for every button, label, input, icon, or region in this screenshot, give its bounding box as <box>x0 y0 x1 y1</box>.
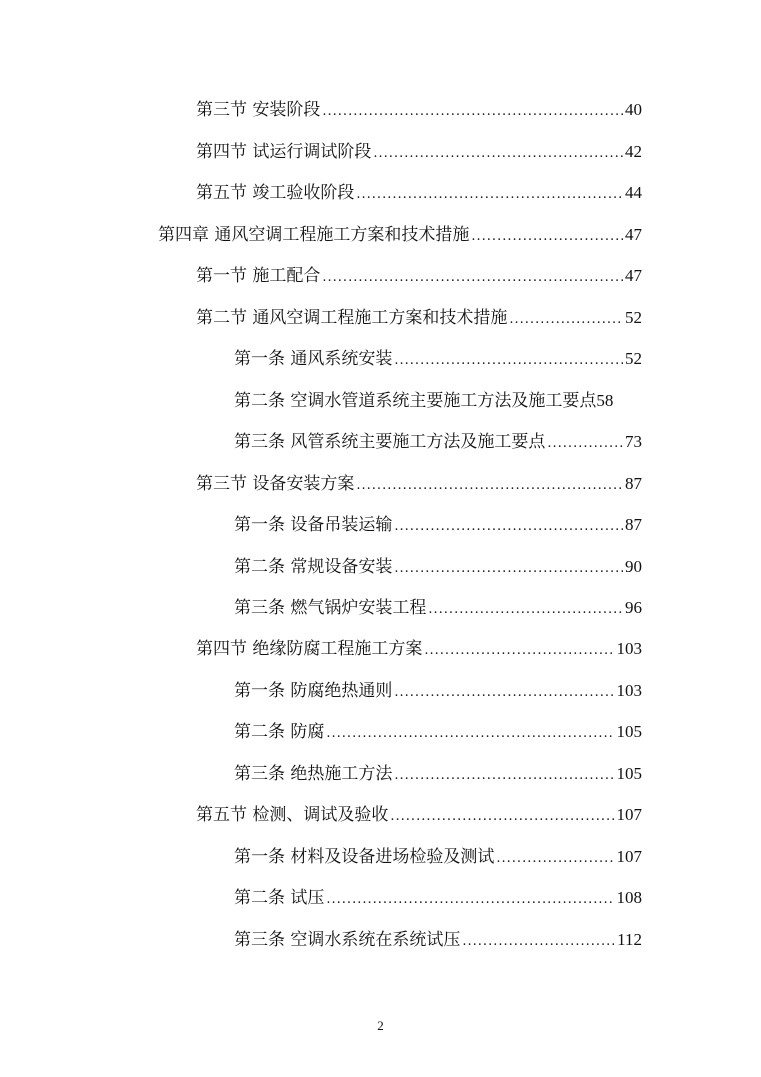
toc-entry[interactable] <box>196 804 642 828</box>
toc-page-number: 47 <box>625 225 642 244</box>
toc-page-number: 44 <box>625 183 642 202</box>
toc-label: 第二节 通风空调工程施工方案和技术措施 <box>196 308 508 328</box>
toc-entry[interactable] <box>234 390 648 412</box>
toc-label: 第四章 通风空调工程施工方案和技术措施 <box>158 225 470 245</box>
toc-page-number: 108 <box>616 888 642 907</box>
toc-entry[interactable] <box>196 141 642 165</box>
page-number: 2 <box>377 1018 384 1033</box>
toc-label: 第五节 竣工验收阶段 <box>196 183 355 203</box>
toc-page-number: 107 <box>616 847 642 866</box>
toc-page-number: 87 <box>625 474 642 493</box>
toc-label: 第一条 通风系统安装 <box>234 349 393 369</box>
toc-entry[interactable] <box>158 224 642 248</box>
toc-page-number: 105 <box>616 764 642 783</box>
toc-entry[interactable] <box>196 307 642 331</box>
toc-label: 第三条 绝热施工方法 <box>234 764 393 784</box>
toc-page-number: 40 <box>625 100 642 119</box>
toc-entry[interactable] <box>234 556 642 580</box>
toc-leader <box>373 143 623 165</box>
toc-leader <box>424 640 614 662</box>
toc-entry[interactable] <box>234 887 642 911</box>
toc-entry[interactable] <box>234 929 642 953</box>
toc-label: 第二条 防腐 <box>234 722 325 742</box>
toc-leader <box>509 309 623 331</box>
toc-leader <box>462 931 615 953</box>
toc-entry[interactable] <box>234 514 642 538</box>
toc-leader <box>394 558 623 580</box>
toc-leader <box>471 226 623 248</box>
toc-label: 第二条 常规设备安装 <box>234 557 393 577</box>
toc-entry[interactable] <box>234 721 642 745</box>
toc-page-number: 112 <box>617 930 642 949</box>
toc-label: 第四节 绝缘防腐工程施工方案 <box>196 639 423 659</box>
toc-page-number: 58 <box>596 391 614 410</box>
toc-entry[interactable] <box>234 348 642 372</box>
toc-page-number: 105 <box>616 722 642 741</box>
toc-entry[interactable] <box>196 473 642 497</box>
toc-leader <box>322 101 623 123</box>
toc-page-number: 103 <box>616 639 642 658</box>
toc-leader <box>394 350 623 372</box>
toc-entry[interactable] <box>234 431 642 455</box>
toc-entry[interactable] <box>196 638 642 662</box>
toc-page-number: 107 <box>616 805 642 824</box>
toc-page-number: 87 <box>625 515 642 534</box>
toc-page-number: 42 <box>625 142 642 161</box>
toc-page-number: 103 <box>616 681 642 700</box>
toc-page-number: 96 <box>625 598 642 617</box>
toc-leader <box>394 682 614 704</box>
toc-entry[interactable] <box>234 846 642 870</box>
toc-entry[interactable] <box>234 680 642 704</box>
toc-label: 第一条 设备吊装运输 <box>234 515 393 535</box>
toc-label: 第一条 材料及设备进场检验及测试 <box>234 847 495 867</box>
toc-leader <box>322 267 623 289</box>
toc-page-number: 52 <box>625 349 642 368</box>
toc-leader <box>356 184 623 206</box>
toc-label: 第三条 风管系统主要施工方法及施工要点 <box>234 432 546 452</box>
toc-leader <box>390 806 614 828</box>
toc-leader <box>394 516 623 538</box>
toc-leader <box>356 475 623 497</box>
toc-page-number: 73 <box>625 432 642 451</box>
toc-entry[interactable] <box>196 99 642 123</box>
toc-leader <box>394 765 614 787</box>
toc-label: 第一节 施工配合 <box>196 266 321 286</box>
toc-entry[interactable] <box>196 182 642 206</box>
toc-label: 第五节 检测、调试及验收 <box>196 805 389 825</box>
toc-page-number: 47 <box>625 266 642 285</box>
toc-label: 第一条 防腐绝热通则 <box>234 681 393 701</box>
toc-label: 第四节 试运行调试阶段 <box>196 142 372 162</box>
toc-leader <box>326 723 614 745</box>
toc-label: 第三节 安装阶段 <box>196 100 321 120</box>
toc-label: 第二条 试压 <box>234 888 325 908</box>
toc-label: 第三条 燃气锅炉安装工程 <box>234 598 427 618</box>
toc-page-number: 52 <box>625 308 642 327</box>
toc-leader <box>428 599 623 621</box>
toc-entry[interactable] <box>234 763 642 787</box>
toc-leader <box>547 433 623 455</box>
toc-leader <box>496 848 614 870</box>
toc-label: 第三条 空调水系统在系统试压 <box>234 930 461 950</box>
toc-entry[interactable] <box>234 597 642 621</box>
toc-label: 第二条 空调水管道系统主要施工方法及施工要点 <box>234 391 597 411</box>
toc-page-number: 90 <box>625 557 642 576</box>
toc-entry[interactable] <box>196 265 642 289</box>
toc-label: 第三节 设备安装方案 <box>196 474 355 494</box>
toc-leader <box>326 889 614 911</box>
